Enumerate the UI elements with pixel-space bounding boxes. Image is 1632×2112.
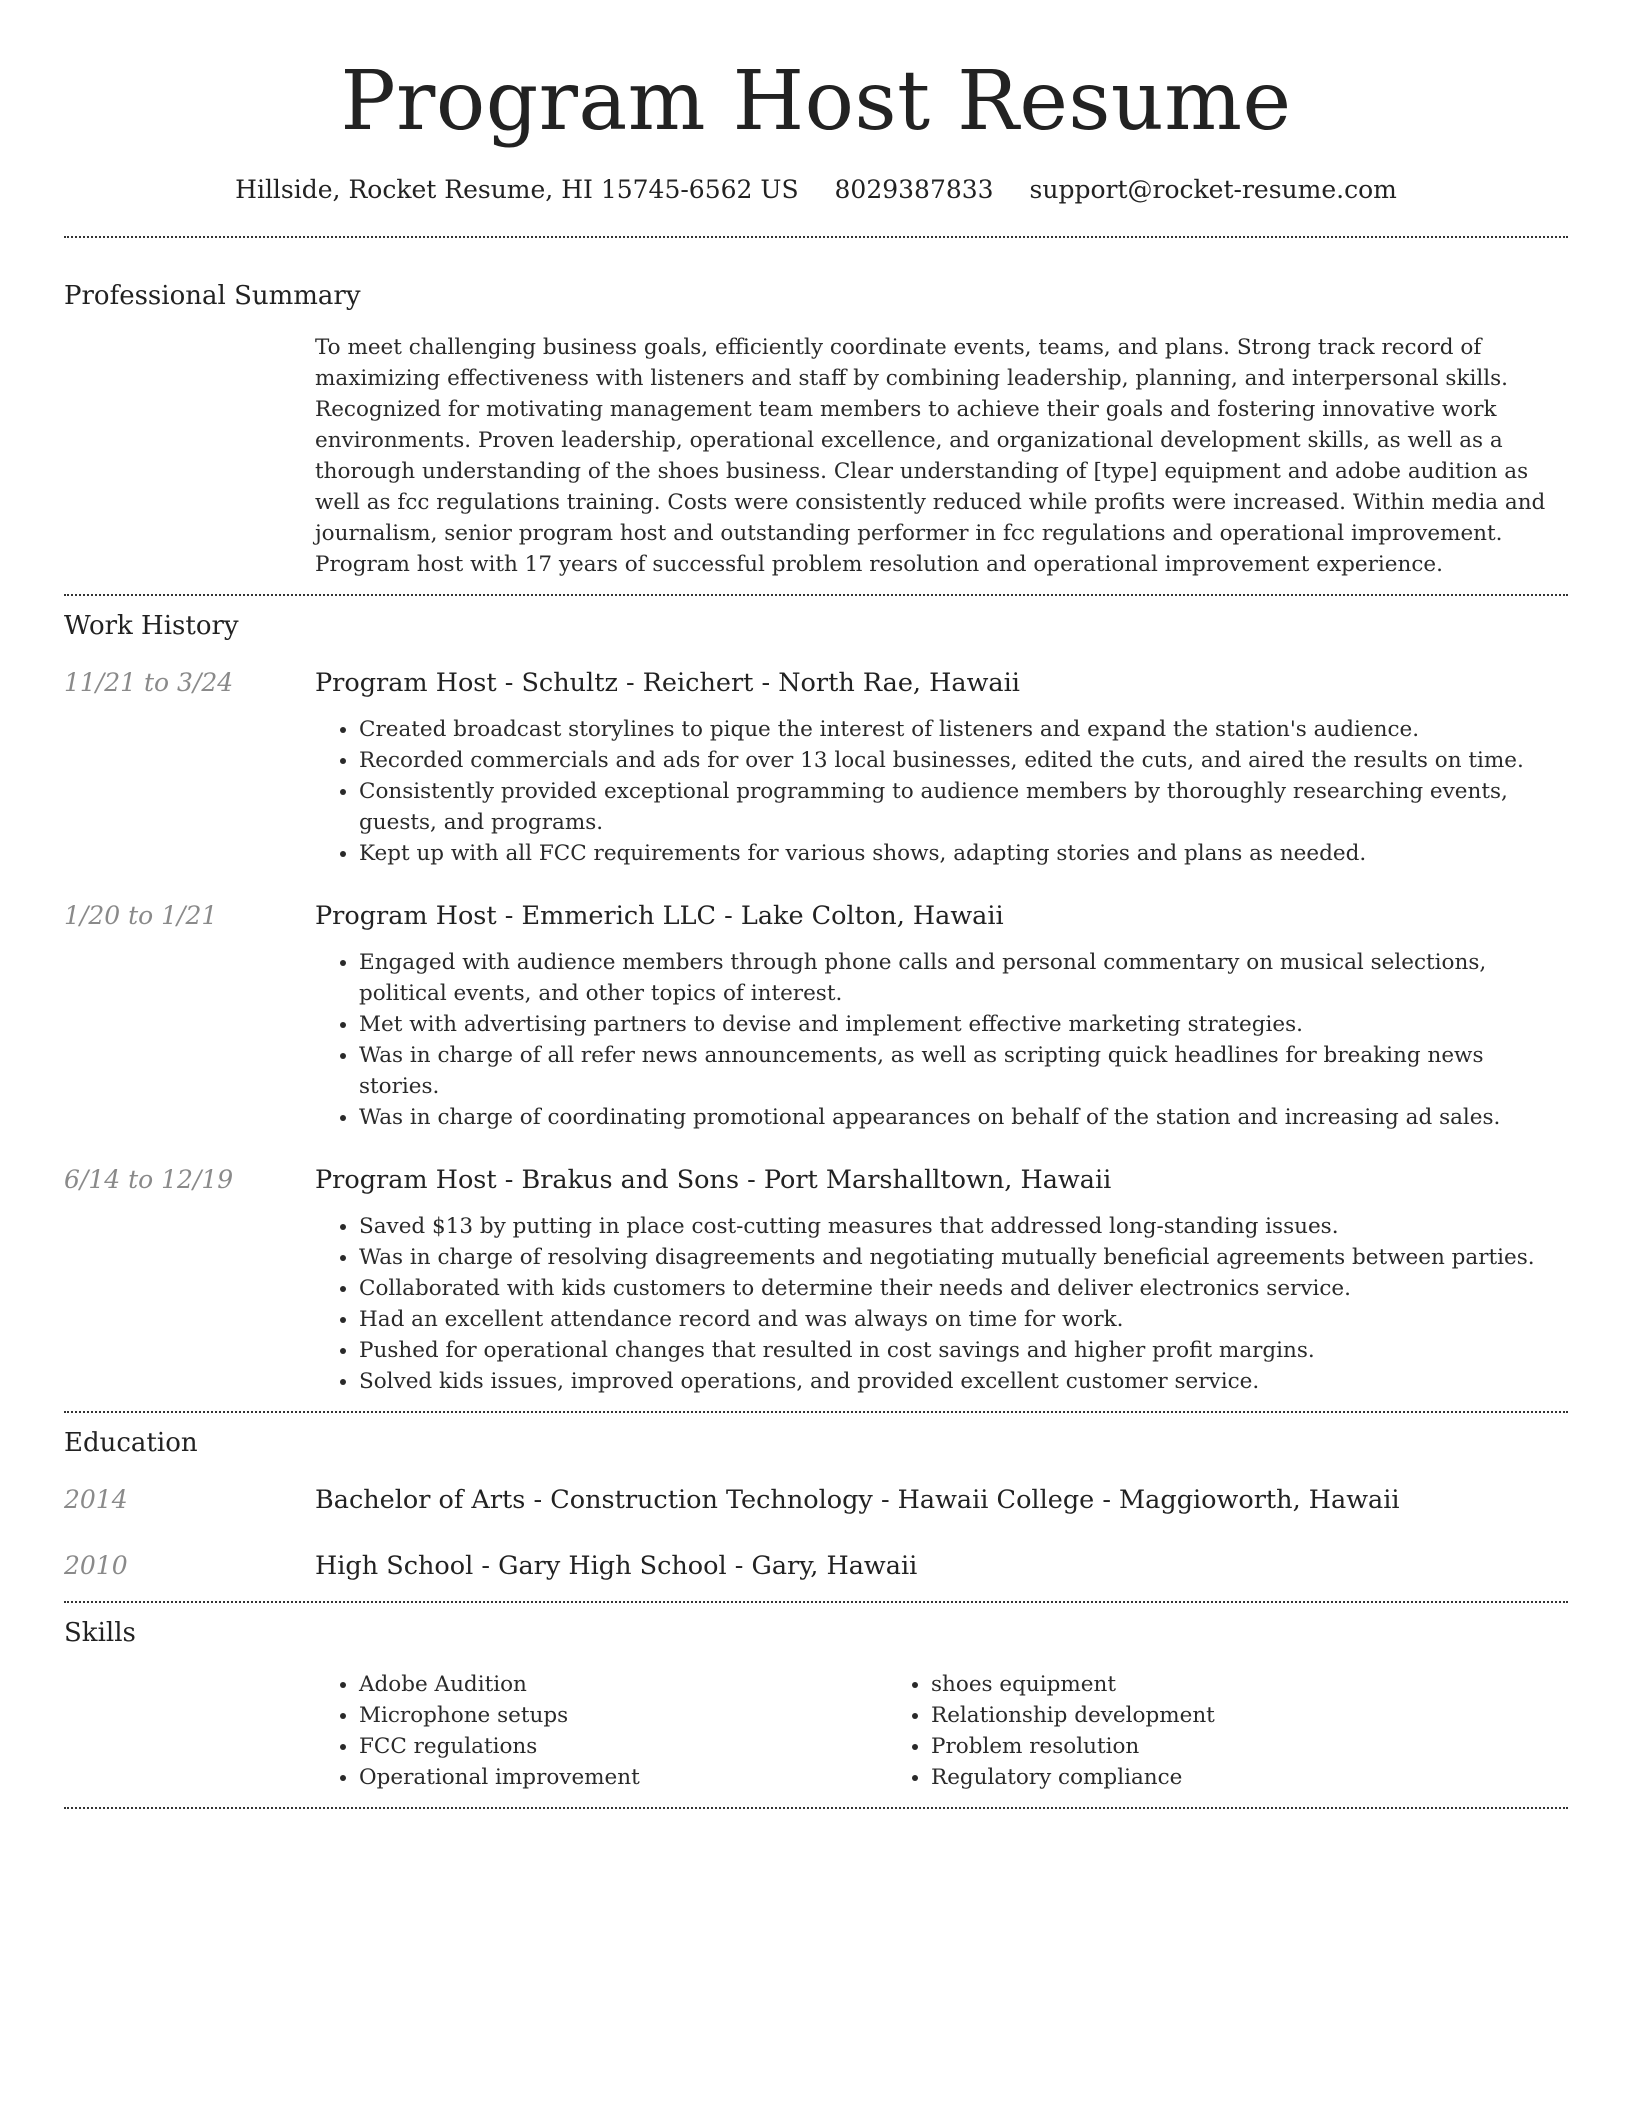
resume-header — [64, 0, 1568, 208]
email-text: support@rocket-resume.com — [1029, 175, 1397, 204]
contact-line — [64, 172, 1568, 208]
list-item: • Created broadcast storylines to pique the interest of listeners and expand the station's audience. — [359, 714, 1568, 745]
skill-item: • Adobe Audition — [359, 1669, 887, 1700]
job-date: 11/21 to 3/24 — [64, 668, 234, 697]
job-entry — [64, 1163, 1568, 1411]
job-title: Program Host - Brakus and Sons - Port Marshalltown, Hawaii — [315, 1165, 1112, 1195]
divider — [64, 236, 1568, 238]
section-title-education: Education — [64, 1428, 198, 1458]
job-date: 6/14 to 12/19 — [64, 1165, 234, 1194]
job-title: Program Host - Schultz - Reichert - North Rae, Hawaii — [315, 668, 1020, 698]
list-item: • Pushed for operational changes that resulted in cost savings and higher profit margins. — [359, 1335, 1568, 1366]
divider — [64, 1411, 1568, 1413]
page-title: Program Host Resume — [340, 54, 1292, 149]
education-entry — [64, 1549, 1568, 1583]
list-item: • Saved $13 by putting in place cost-cutting measures that addressed long-standing issues. — [359, 1211, 1568, 1242]
work-history-section — [64, 608, 1568, 1411]
skill-item: • Relationship development — [931, 1700, 1459, 1731]
section-title-work-history: Work History — [64, 611, 239, 641]
summary-text: To meet challenging business goals, efficiently coordinate events, teams, and plans. Strong track record of maximizing effectiveness with listeners and staff by combining leadership, planning, and interpersonal skills. Recognized for motivating management team members to achieve their goals and fostering innovative work environments. Proven leadership, operational excellence, and organizational development skills, as well as a thorough understanding of the shoes business. Clear understanding of [type] equipment and adobe audition as well as fcc regulations training. Costs were consistently reduced while profits were increased. Within media and journalism, senior program host and outstanding performer in fcc regulations and operational improvement. Program host with 17 years of successful problem resolution and operational improvement experience. — [315, 335, 1546, 577]
skills-column-right — [887, 1669, 1459, 1793]
divider — [64, 594, 1568, 596]
education-section — [64, 1425, 1568, 1601]
summary-section — [64, 278, 1568, 594]
list-item: • Engaged with audience members through phone calls and personal commentary on musical selections, political events, and other topics of interest. — [359, 947, 1568, 1009]
education-title: Bachelor of Arts - Construction Technology - Hawaii College - Maggioworth, Hawaii — [315, 1485, 1400, 1515]
education-date: 2010 — [64, 1551, 128, 1580]
list-item: • Solved kids issues, improved operations, and provided excellent customer service. — [359, 1366, 1568, 1397]
section-title-summary: Professional Summary — [64, 281, 361, 311]
list-item: • Collaborated with kids customers to determine their needs and deliver electronics service. — [359, 1273, 1568, 1304]
skill-item: • shoes equipment — [931, 1669, 1459, 1700]
list-item: • Kept up with all FCC requirements for various shows, adapting stories and plans as needed. — [359, 838, 1568, 869]
list-item: • Was in charge of resolving disagreements and negotiating mutually beneficial agreements between parties. — [359, 1242, 1568, 1273]
job-bullets — [315, 1211, 1568, 1397]
job-body — [315, 1163, 1568, 1397]
phone-text: 8029387833 — [834, 175, 994, 204]
section-title-skills: Skills — [64, 1618, 136, 1648]
job-entry — [64, 666, 1568, 869]
skills-list — [315, 1669, 1568, 1807]
job-bullets — [315, 947, 1568, 1133]
education-entry — [64, 1483, 1568, 1517]
divider — [64, 1807, 1568, 1809]
list-item: • Met with advertising partners to devise and implement effective marketing strategies. — [359, 1009, 1568, 1040]
address-text: Hillside, Rocket Resume, HI 15745-6562 US — [235, 175, 799, 204]
skills-section — [64, 1615, 1568, 1807]
job-entry — [64, 899, 1568, 1133]
list-item: • Had an excellent attendance record and was always on time for work. — [359, 1304, 1568, 1335]
skill-item: • Problem resolution — [931, 1731, 1459, 1762]
list-item: • Was in charge of all refer news announcements, as well as scripting quick headlines for breaking news stories. — [359, 1040, 1568, 1102]
education-date: 2014 — [64, 1485, 128, 1514]
skills-column-left — [315, 1669, 887, 1793]
divider — [64, 1601, 1568, 1603]
job-body — [315, 899, 1568, 1133]
skill-item: • Regulatory compliance — [931, 1762, 1459, 1793]
list-item: • Recorded commercials and ads for over 13 local businesses, edited the cuts, and aired the results on time. — [359, 745, 1568, 776]
list-item: • Was in charge of coordinating promotional appearances on behalf of the station and increasing ad sales. — [359, 1102, 1568, 1133]
skill-item: • Operational improvement — [359, 1762, 887, 1793]
skill-item: • Microphone setups — [359, 1700, 887, 1731]
job-title: Program Host - Emmerich LLC - Lake Colton, Hawaii — [315, 901, 1004, 931]
job-body — [315, 666, 1568, 869]
list-item: • Consistently provided exceptional programming to audience members by thoroughly researching events, guests, and programs. — [359, 776, 1568, 838]
job-date: 1/20 to 1/21 — [64, 901, 218, 930]
job-bullets — [315, 714, 1568, 869]
skill-item: • FCC regulations — [359, 1731, 887, 1762]
education-title: High School - Gary High School - Gary, Hawaii — [315, 1551, 918, 1581]
